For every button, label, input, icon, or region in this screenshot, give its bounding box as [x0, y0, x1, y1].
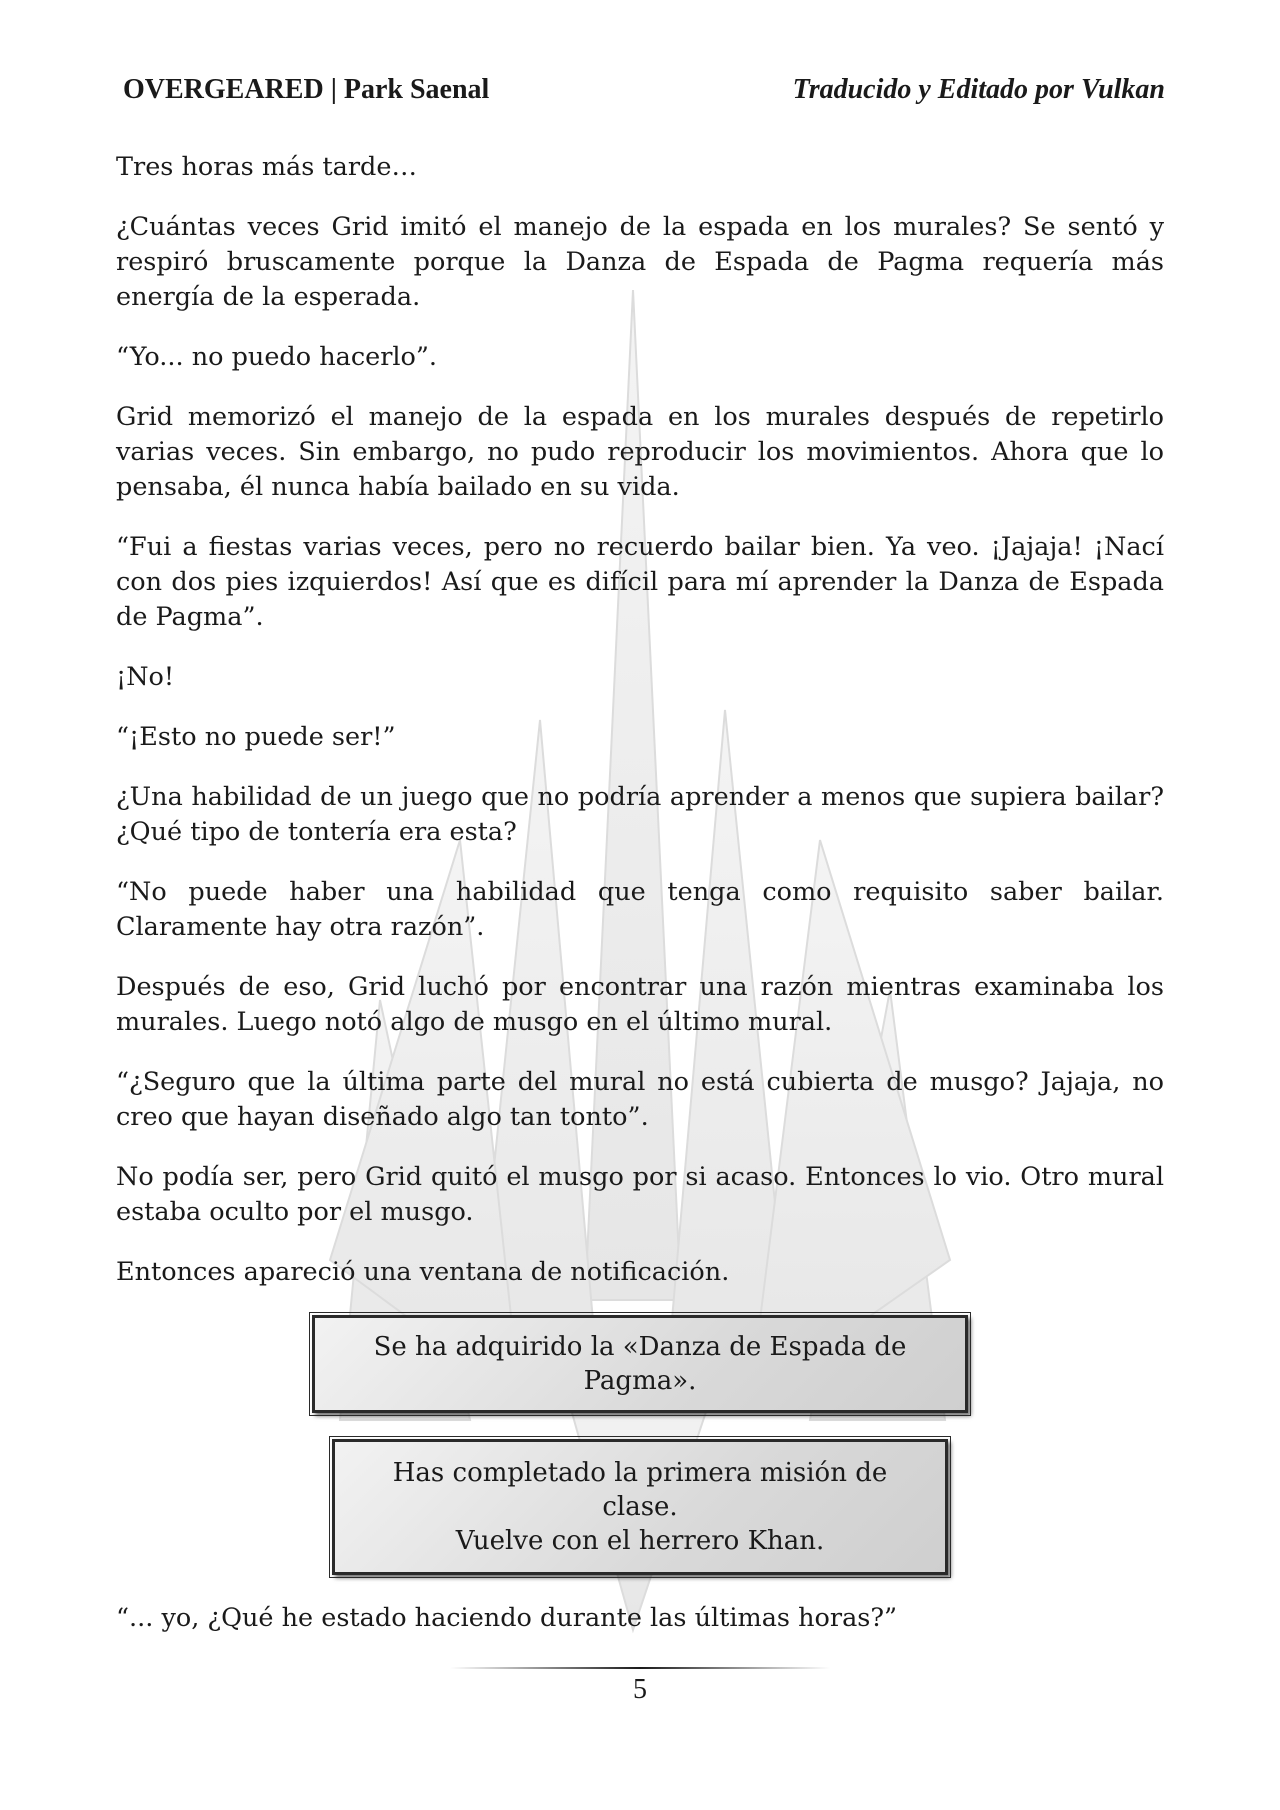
paragraph: ¿Una habilidad de un juego que no podría aprender a menos que supiera bailar? ¿Qué tipo de tontería era esta?	[116, 782, 1164, 847]
paragraph: “Fui a fiestas varias veces, pero no recuerdo bailar bien. Ya veo. ¡Jajaja! ¡Nací con dos pies izquierdos! Así que es difícil para mí aprender la Danza de Espada de Pagma”.	[116, 532, 1164, 632]
notification-line: Se ha adquirido la «Danza de Espada de Pagma».	[373, 1332, 907, 1396]
paragraph: ¿Cuántas veces Grid imitó el manejo de la espada en los murales? Se sentó y respiró bruscamente porque la Danza de Espada de Pagma requería más energía de la esperada.	[116, 212, 1164, 312]
notification-line: Has completado la primera misión de clase.	[392, 1458, 888, 1522]
paragraph: “No puede haber una habilidad que tenga como requisito saber bailar. Claramente hay otra razón”.	[116, 877, 1164, 942]
paragraph: ¡No!	[116, 662, 175, 692]
closing-paragraph: “... yo, ¿Qué he estado haciendo durante las últimas horas?”	[116, 1603, 898, 1633]
notification-box-skill-acquired	[312, 1315, 968, 1413]
header-translator-credit: Traducido y Editado por Vulkan	[792, 74, 1165, 105]
footer-divider	[450, 1665, 830, 1671]
paragraph: Tres horas más tarde…	[116, 152, 417, 182]
notification-line: Vuelve con el herrero Khan.	[455, 1526, 825, 1556]
header-book-title: OVERGEARED | Park Saenal	[123, 74, 490, 105]
paragraph: Después de eso, Grid luchó por encontrar una razón mientras examinaba los murales. Luego notó algo de musgo en el último mural.	[116, 972, 1164, 1037]
paragraph: “Yo... no puedo hacerlo”.	[116, 342, 438, 372]
paragraph: “¿Seguro que la última parte del mural no está cubierta de musgo? Jajaja, no creo que hayan diseñado algo tan tonto”.	[116, 1067, 1164, 1132]
paragraph: Grid memorizó el manejo de la espada en los murales después de repetirlo varias veces. Sin embargo, no pudo reproducir los movimientos. Ahora que lo pensaba, él nunca había bailado en su vida.	[116, 402, 1164, 502]
chapter-text	[116, 150, 1164, 1661]
page-number: 5	[633, 1674, 647, 1705]
paragraph: Entonces apareció una ventana de notificación.	[116, 1257, 730, 1287]
notification-box-quest-complete	[332, 1439, 948, 1575]
paragraph: No podía ser, pero Grid quitó el musgo por si acaso. Entonces lo vio. Otro mural estaba oculto por el musgo.	[116, 1162, 1164, 1227]
page-header	[123, 74, 1165, 106]
paragraph: “¡Esto no puede ser!”	[116, 722, 396, 752]
